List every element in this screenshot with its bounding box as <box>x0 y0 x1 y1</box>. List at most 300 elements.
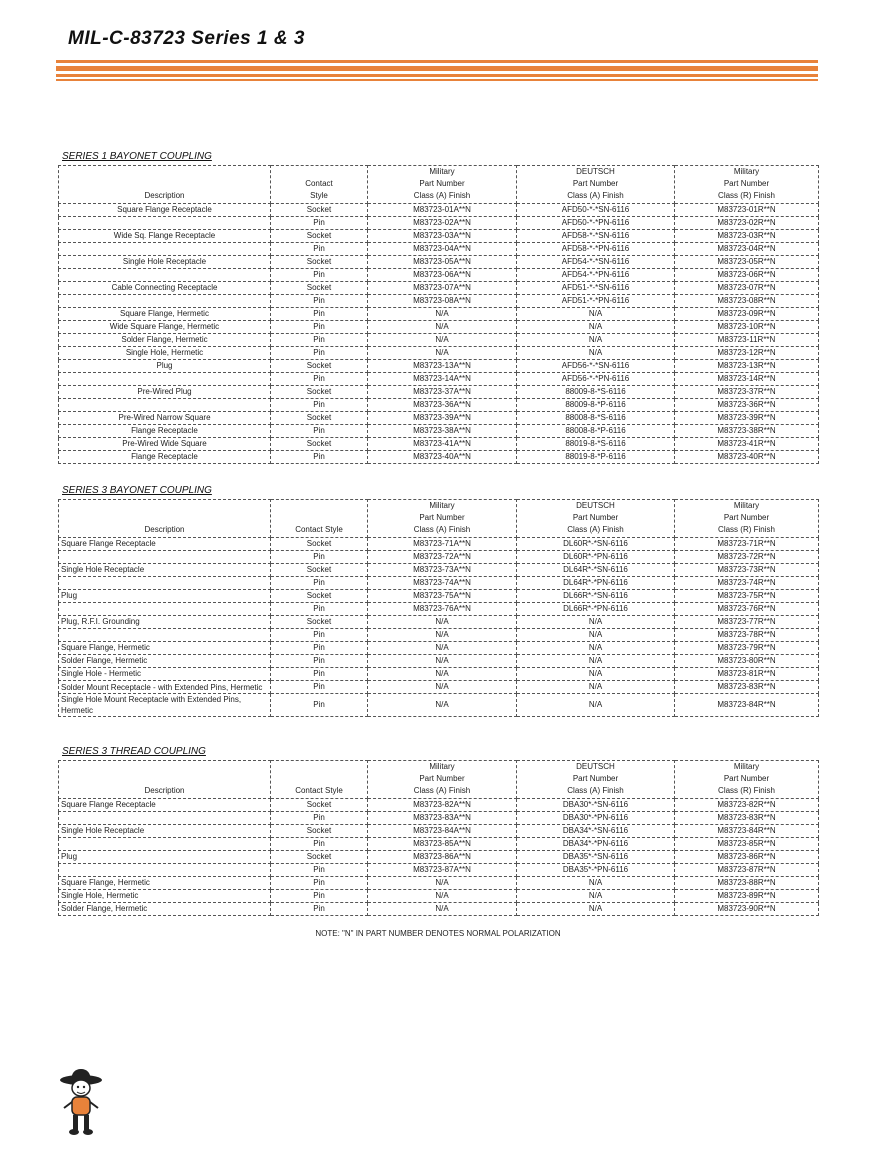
cell-military-r: M83723-89R**N <box>675 890 819 903</box>
header-military-class-r <box>675 500 819 538</box>
cell-military-a: M83723-86A**N <box>368 851 517 864</box>
cell-description: Square Flange Receptacle <box>59 204 271 217</box>
header-deutsch-part-line: DEUTSCH <box>576 762 615 771</box>
cell-description: Pre-Wired Plug <box>59 386 271 399</box>
cell-deutsch: N/A <box>517 616 675 629</box>
cell-deutsch: DBA35*-*SN-6116 <box>517 851 675 864</box>
cell-military-r: M83723-03R**N <box>675 230 819 243</box>
header-military-class-a-line: Part Number <box>419 513 465 522</box>
cell-deutsch: N/A <box>517 694 675 717</box>
header-deutsch-part-line: DEUTSCH <box>576 501 615 510</box>
cell-description: Plug, R.F.I. Grounding <box>59 616 271 629</box>
cell-military-a: M83723-08A**N <box>368 295 517 308</box>
cell-deutsch: N/A <box>517 629 675 642</box>
cell-military-r: M83723-11R**N <box>675 334 819 347</box>
table-row <box>59 308 819 321</box>
cell-description: Single Hole Receptacle <box>59 256 271 269</box>
cell-deutsch: N/A <box>517 668 675 681</box>
cell-contact-style: Pin <box>271 642 368 655</box>
cell-military-a: M83723-14A**N <box>368 373 517 386</box>
cell-deutsch: DL60R*-*SN-6116 <box>517 538 675 551</box>
cell-contact-style: Socket <box>271 412 368 425</box>
cell-military-a: M83723-13A**N <box>368 360 517 373</box>
header-deutsch-part-line: Part Number <box>572 513 619 522</box>
table-row <box>59 451 819 464</box>
header-deutsch-part <box>517 761 675 799</box>
cell-contact-style: Pin <box>271 655 368 668</box>
header-deutsch-part-line: DEUTSCH <box>576 167 615 176</box>
cell-contact-style: Pin <box>271 399 368 412</box>
header-military-class-r <box>675 761 819 799</box>
table-row <box>59 642 819 655</box>
cell-contact-style: Pin <box>271 838 368 851</box>
table-row <box>59 399 819 412</box>
table-series3-thread <box>58 760 819 916</box>
header-military-class-a-line: Class (A) Finish <box>413 786 471 795</box>
header-military-class-r-line: Part Number <box>723 513 770 522</box>
cell-military-r: M83723-04R**N <box>675 243 819 256</box>
cell-military-a: M83723-04A**N <box>368 243 517 256</box>
cell-deutsch: 88019-8-*S-6116 <box>517 438 675 451</box>
accent-rule <box>56 60 818 63</box>
table-row <box>59 668 819 681</box>
cell-military-r: M83723-40R**N <box>675 451 819 464</box>
table-row <box>59 360 819 373</box>
cell-military-a: M83723-02A**N <box>368 217 517 230</box>
cell-contact-style: Pin <box>271 551 368 564</box>
table-row <box>59 825 819 838</box>
table-row <box>59 655 819 668</box>
table-row <box>59 681 819 694</box>
cell-contact-style: Socket <box>271 851 368 864</box>
cell-deutsch: AFD58-*-*PN-6116 <box>517 243 675 256</box>
cell-contact-style: Pin <box>271 864 368 877</box>
header-military-class-a-line: Military <box>429 167 455 176</box>
table-row <box>59 269 819 282</box>
cell-contact-style: Pin <box>271 334 368 347</box>
cell-contact-style: Pin <box>271 243 368 256</box>
cell-deutsch: 88008-8-*P-6116 <box>517 425 675 438</box>
table-row <box>59 577 819 590</box>
cell-military-a: M83723-72A**N <box>368 551 517 564</box>
cell-contact-style: Pin <box>271 603 368 616</box>
cell-military-r: M83723-37R**N <box>675 386 819 399</box>
header-military-class-r-line: Part Number <box>723 179 770 188</box>
cell-military-r: M83723-10R**N <box>675 321 819 334</box>
cell-description <box>59 629 271 642</box>
cell-military-a: M83723-74A**N <box>368 577 517 590</box>
cell-military-r: M83723-75R**N <box>675 590 819 603</box>
table-row <box>59 256 819 269</box>
header-contact-style <box>271 761 368 799</box>
cell-description: Square Flange Receptacle <box>59 538 271 551</box>
cell-military-a: M83723-71A**N <box>368 538 517 551</box>
table-row <box>59 386 819 399</box>
cell-description <box>59 838 271 851</box>
cell-contact-style: Socket <box>271 799 368 812</box>
cell-description: Plug <box>59 851 271 864</box>
cell-military-r: M83723-78R**N <box>675 629 819 642</box>
cell-description: Pre-Wired Wide Square <box>59 438 271 451</box>
table-row <box>59 903 819 916</box>
cell-military-r: M83723-77R**N <box>675 616 819 629</box>
section-title-series3-thread: SERIES 3 THREAD COUPLING <box>62 746 206 757</box>
cell-description: Plug <box>59 360 271 373</box>
table-row <box>59 438 819 451</box>
table-row <box>59 551 819 564</box>
cell-deutsch: DL60R*-*PN-6116 <box>517 551 675 564</box>
cell-military-a: M83723-01A**N <box>368 204 517 217</box>
cell-description: Single Hole Mount Receptacle with Extended Pins, Hermetic <box>59 694 271 717</box>
cell-military-r: M83723-07R**N <box>675 282 819 295</box>
cell-military-a: M83723-38A**N <box>368 425 517 438</box>
cell-military-r: M83723-14R**N <box>675 373 819 386</box>
header-contact-style <box>271 166 368 204</box>
cell-contact-style: Pin <box>271 681 368 694</box>
table-row <box>59 321 819 334</box>
cell-military-r: M83723-83R**N <box>675 681 819 694</box>
cell-military-a: M83723-82A**N <box>368 799 517 812</box>
cell-deutsch: DL64R*-*PN-6116 <box>517 577 675 590</box>
cell-deutsch: AFD58-*-*SN-6116 <box>517 230 675 243</box>
cell-deutsch: 88009-8-*S-6116 <box>517 386 675 399</box>
cell-military-r: M83723-72R**N <box>675 551 819 564</box>
table-row <box>59 629 819 642</box>
cell-deutsch: AFD50-*-*PN-6116 <box>517 217 675 230</box>
cell-deutsch: AFD56-*-*PN-6116 <box>517 373 675 386</box>
cell-description: Wide Sq. Flange Receptacle <box>59 230 271 243</box>
cell-description: Square Flange, Hermetic <box>59 877 271 890</box>
cell-description <box>59 269 271 282</box>
header-deutsch-part-line: Class (A) Finish <box>567 786 624 795</box>
cell-contact-style: Socket <box>271 564 368 577</box>
section-title-series1-bayonet: SERIES 1 BAYONET COUPLING <box>62 151 212 162</box>
cell-contact-style: Pin <box>271 373 368 386</box>
header-military-class-a-line: Class (A) Finish <box>413 525 471 534</box>
table-series1-bayonet <box>58 165 819 464</box>
cell-military-a: N/A <box>368 308 517 321</box>
table-row <box>59 282 819 295</box>
table-row <box>59 799 819 812</box>
header-contact-style <box>271 500 368 538</box>
cell-description: Cable Connecting Receptacle <box>59 282 271 295</box>
cell-deutsch: DBA30*-*PN-6116 <box>517 812 675 825</box>
cell-deutsch: 88019-8-*P-6116 <box>517 451 675 464</box>
cell-military-r: M83723-79R**N <box>675 642 819 655</box>
table-row <box>59 538 819 551</box>
cell-deutsch: N/A <box>517 681 675 694</box>
cell-deutsch: AFD51-*-*SN-6116 <box>517 282 675 295</box>
table-row <box>59 603 819 616</box>
table-row <box>59 412 819 425</box>
cell-description <box>59 864 271 877</box>
cell-contact-style: Socket <box>271 438 368 451</box>
cell-description: Square Flange Receptacle <box>59 799 271 812</box>
table-row <box>59 230 819 243</box>
cell-military-a: N/A <box>368 321 517 334</box>
cell-military-a: N/A <box>368 655 517 668</box>
cell-description <box>59 399 271 412</box>
table-row <box>59 838 819 851</box>
cell-military-r: M83723-83R**N <box>675 812 819 825</box>
cell-contact-style: Socket <box>271 825 368 838</box>
header-military-class-r-line: Military <box>733 167 760 176</box>
cowboy-mascot-logo <box>58 1068 104 1138</box>
cell-description: Single Hole Receptacle <box>59 825 271 838</box>
cell-description: Pre-Wired Narrow Square <box>59 412 271 425</box>
table-row <box>59 243 819 256</box>
table-header-row <box>59 166 819 204</box>
header-contact-style-line: Contact <box>305 179 333 188</box>
cell-military-a: N/A <box>368 903 517 916</box>
cell-contact-style: Pin <box>271 903 368 916</box>
header-military-class-a-line: Military <box>429 501 455 510</box>
cell-deutsch: DBA30*-*SN-6116 <box>517 799 675 812</box>
cell-description: Square Flange, Hermetic <box>59 308 271 321</box>
cell-contact-style: Pin <box>271 694 368 717</box>
cell-military-r: M83723-13R**N <box>675 360 819 373</box>
cell-deutsch: N/A <box>517 890 675 903</box>
table-series3-bayonet <box>58 499 819 717</box>
header-military-class-a-line: Military <box>429 762 455 771</box>
header-deutsch-part-line: Class (A) Finish <box>567 525 624 534</box>
cell-contact-style: Pin <box>271 347 368 360</box>
cell-military-a: M83723-87A**N <box>368 864 517 877</box>
cell-description <box>59 812 271 825</box>
accent-rule <box>56 74 818 77</box>
cell-military-a: N/A <box>368 668 517 681</box>
cell-contact-style: Pin <box>271 577 368 590</box>
cell-description: Flange Receptacle <box>59 451 271 464</box>
cell-military-r: M83723-74R**N <box>675 577 819 590</box>
cell-military-a: M83723-83A**N <box>368 812 517 825</box>
table-row <box>59 864 819 877</box>
cell-military-a: M83723-39A**N <box>368 412 517 425</box>
header-description: Description <box>59 761 271 799</box>
header-description: Description <box>59 500 271 538</box>
cell-deutsch: N/A <box>517 334 675 347</box>
cell-contact-style: Socket <box>271 256 368 269</box>
header-military-class-a-line: Part Number <box>419 774 465 783</box>
table-header-row <box>59 761 819 799</box>
header-contact-style-line: Contact Style <box>295 525 343 534</box>
table-row <box>59 425 819 438</box>
cell-contact-style: Socket <box>271 204 368 217</box>
header-military-class-a <box>368 166 517 204</box>
cell-description <box>59 243 271 256</box>
cell-description <box>59 295 271 308</box>
cell-description <box>59 217 271 230</box>
cell-deutsch: AFD56-*-*SN-6116 <box>517 360 675 373</box>
cell-description: Solder Flange, Hermetic <box>59 903 271 916</box>
cell-deutsch: 88008-8-*S-6116 <box>517 412 675 425</box>
cell-military-r: M83723-73R**N <box>675 564 819 577</box>
cell-description: Wide Square Flange, Hermetic <box>59 321 271 334</box>
cell-deutsch: N/A <box>517 877 675 890</box>
cell-description: Single Hole Receptacle <box>59 564 271 577</box>
cell-military-r: M83723-12R**N <box>675 347 819 360</box>
cell-military-r: M83723-05R**N <box>675 256 819 269</box>
header-military-class-r-line: Military <box>733 762 760 771</box>
accent-rule <box>56 79 818 81</box>
header-military-class-r-line: Class (R) Finish <box>718 525 775 534</box>
table-row <box>59 347 819 360</box>
page-title: MIL-C-83723 Series 1 & 3 <box>68 28 305 49</box>
cell-military-a: M83723-07A**N <box>368 282 517 295</box>
cell-deutsch: N/A <box>517 321 675 334</box>
cell-military-a: M83723-03A**N <box>368 230 517 243</box>
cell-military-r: M83723-80R**N <box>675 655 819 668</box>
cell-deutsch: AFD50-*-*SN-6116 <box>517 204 675 217</box>
table-row <box>59 217 819 230</box>
header-deutsch-part-line: Class (A) Finish <box>567 191 624 200</box>
cell-contact-style: Pin <box>271 812 368 825</box>
cell-military-r: M83723-86R**N <box>675 851 819 864</box>
cell-military-a: N/A <box>368 616 517 629</box>
cell-description <box>59 603 271 616</box>
cell-deutsch: N/A <box>517 642 675 655</box>
cell-military-r: M83723-82R**N <box>675 799 819 812</box>
cell-military-a: M83723-76A**N <box>368 603 517 616</box>
cell-military-a: N/A <box>368 642 517 655</box>
cell-contact-style: Pin <box>271 451 368 464</box>
table-row <box>59 694 819 717</box>
cell-military-a: M83723-37A**N <box>368 386 517 399</box>
cell-description <box>59 373 271 386</box>
cell-deutsch: DL64R*-*SN-6116 <box>517 564 675 577</box>
cell-contact-style: Pin <box>271 308 368 321</box>
cell-contact-style: Pin <box>271 890 368 903</box>
cell-military-a: M83723-85A**N <box>368 838 517 851</box>
cell-military-r: M83723-02R**N <box>675 217 819 230</box>
cell-contact-style: Pin <box>271 877 368 890</box>
header-military-class-a-line: Class (A) Finish <box>413 191 471 200</box>
header-deutsch-part-line: Part Number <box>572 774 619 783</box>
cell-military-a: M83723-06A**N <box>368 269 517 282</box>
header-deutsch-part <box>517 166 675 204</box>
cell-military-r: M83723-38R**N <box>675 425 819 438</box>
cell-military-r: M83723-84R**N <box>675 694 819 717</box>
cell-description: Single Hole, Hermetic <box>59 890 271 903</box>
table-row <box>59 590 819 603</box>
cell-military-a: N/A <box>368 629 517 642</box>
table-row <box>59 295 819 308</box>
section-title-series3-bayonet: SERIES 3 BAYONET COUPLING <box>62 485 212 496</box>
cell-deutsch: N/A <box>517 347 675 360</box>
cell-deutsch: DL66R*-*SN-6116 <box>517 590 675 603</box>
header-description: Description <box>59 166 271 204</box>
cell-military-r: M83723-85R**N <box>675 838 819 851</box>
cell-military-a: M83723-36A**N <box>368 399 517 412</box>
cell-military-r: M83723-90R**N <box>675 903 819 916</box>
table-row <box>59 890 819 903</box>
cell-deutsch: DBA35*-*PN-6116 <box>517 864 675 877</box>
cell-description: Plug <box>59 590 271 603</box>
cell-description: Single Hole, Hermetic <box>59 347 271 360</box>
cell-contact-style: Socket <box>271 282 368 295</box>
cell-military-r: M83723-06R**N <box>675 269 819 282</box>
header-contact-style-line: Style <box>310 191 328 200</box>
header-military-class-a-line: Part Number <box>419 179 465 188</box>
table-row <box>59 812 819 825</box>
cell-description: Solder Flange, Hermetic <box>59 334 271 347</box>
cell-military-a: N/A <box>368 681 517 694</box>
cell-contact-style: Socket <box>271 538 368 551</box>
table-header-row <box>59 500 819 538</box>
cell-military-a: N/A <box>368 890 517 903</box>
cell-military-r: M83723-81R**N <box>675 668 819 681</box>
cell-military-a: N/A <box>368 334 517 347</box>
cell-military-a: M83723-75A**N <box>368 590 517 603</box>
cell-military-r: M83723-41R**N <box>675 438 819 451</box>
cell-description <box>59 551 271 564</box>
cell-deutsch: N/A <box>517 655 675 668</box>
cell-deutsch: DBA34*-*PN-6116 <box>517 838 675 851</box>
header-deutsch-part-line: Part Number <box>572 179 619 188</box>
header-military-class-r-line: Class (R) Finish <box>718 191 775 200</box>
header-contact-style-line: Contact Style <box>295 786 343 795</box>
cell-deutsch: N/A <box>517 903 675 916</box>
table-row <box>59 204 819 217</box>
cell-military-r: M83723-71R**N <box>675 538 819 551</box>
cell-military-r: M83723-09R**N <box>675 308 819 321</box>
cell-contact-style: Socket <box>271 616 368 629</box>
cell-deutsch: AFD51-*-*PN-6116 <box>517 295 675 308</box>
cell-description: Solder Mount Receptacle - with Extended Pins, Hermetic <box>59 681 271 694</box>
header-military-class-a <box>368 761 517 799</box>
cell-military-r: M83723-87R**N <box>675 864 819 877</box>
cell-military-r: M83723-08R**N <box>675 295 819 308</box>
cell-military-a: M83723-05A**N <box>368 256 517 269</box>
cell-military-r: M83723-01R**N <box>675 204 819 217</box>
cell-military-a: M83723-84A**N <box>368 825 517 838</box>
cell-military-a: N/A <box>368 347 517 360</box>
cell-description: Single Hole - Hermetic <box>59 668 271 681</box>
cell-contact-style: Pin <box>271 629 368 642</box>
cell-military-a: M83723-41A**N <box>368 438 517 451</box>
table-row <box>59 564 819 577</box>
accent-rule <box>56 66 818 71</box>
cell-military-r: M83723-88R**N <box>675 877 819 890</box>
cell-deutsch: 88009-8-*P-6116 <box>517 399 675 412</box>
header-military-class-r <box>675 166 819 204</box>
header-military-class-a <box>368 500 517 538</box>
table-row <box>59 877 819 890</box>
header-military-class-r-line: Class (R) Finish <box>718 786 775 795</box>
cell-contact-style: Pin <box>271 295 368 308</box>
cell-contact-style: Socket <box>271 360 368 373</box>
cell-military-a: N/A <box>368 694 517 717</box>
cell-deutsch: N/A <box>517 308 675 321</box>
header-military-class-r-line: Part Number <box>723 774 770 783</box>
cell-military-r: M83723-36R**N <box>675 399 819 412</box>
cell-contact-style: Pin <box>271 668 368 681</box>
table-row <box>59 616 819 629</box>
header-military-class-r-line: Military <box>733 501 760 510</box>
cell-contact-style: Pin <box>271 425 368 438</box>
cell-contact-style: Pin <box>271 269 368 282</box>
cell-contact-style: Socket <box>271 230 368 243</box>
cell-contact-style: Pin <box>271 217 368 230</box>
table-row <box>59 334 819 347</box>
cell-description <box>59 577 271 590</box>
table-row <box>59 373 819 386</box>
cell-military-r: M83723-84R**N <box>675 825 819 838</box>
cell-deutsch: AFD54-*-*PN-6116 <box>517 269 675 282</box>
cell-description: Solder Flange, Hermetic <box>59 655 271 668</box>
cell-deutsch: DBA34*-*SN-6116 <box>517 825 675 838</box>
cell-deutsch: DL66R*-*PN-6116 <box>517 603 675 616</box>
